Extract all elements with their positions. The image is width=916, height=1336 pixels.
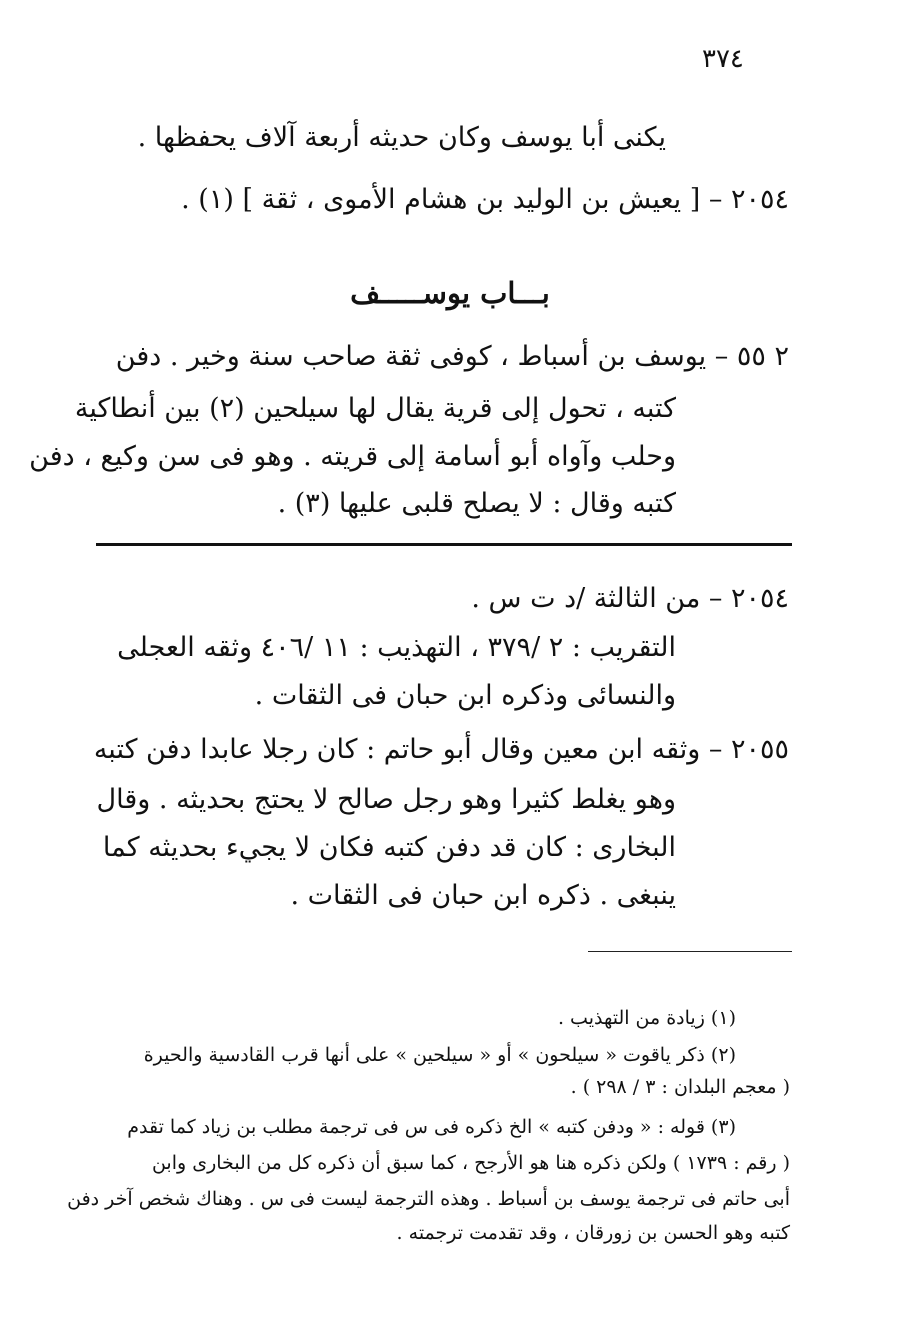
entry-2055-line-1: ٢ ٥٥ – يوسف بن أسباط ، كوفى ثقة صاحب سنة وخير . دفن <box>115 341 789 372</box>
entry-2055-line-2: كتبه ، تحول إلى قرية يقال لها سيلحين (٢) بين أنطاكية <box>74 393 676 424</box>
entry-2055-line-4: كتبه وقال : لا يصلح قلبى عليها (٣) . <box>277 488 676 519</box>
commentary-2055-line-1: ٢٠٥٥ – وثقه ابن معين وقال أبو حاتم : كان رجلا عابدا دفن كتبه <box>93 734 789 765</box>
commentary-2055-line-2: وهو يغلط كثيرا وهو رجل صالح لا يحتج بحديثه . وقال <box>96 784 676 815</box>
commentary-2054-line-1: ٢٠٥٤ – من الثالثة /د ت س . <box>471 583 789 614</box>
continuation-line: يكنى أبا يوسف وكان حديثه أربعة آلاف يحفظها . <box>137 122 666 153</box>
footnote-3-line-2: ( رقم : ١٧٣٩ ) ولكن ذكره هنا هو الأرجح ، كما سبق أن ذكره كل من البخارى وابن <box>151 1152 790 1174</box>
footnote-divider <box>588 951 792 952</box>
footnote-3-line-4: كتبه وهو الحسن بن زورقان ، وقد تقدمت ترجمته . <box>396 1222 790 1244</box>
footnote-3-line-1: (٣) قوله : « ودفن كتبه » الخ ذكره فى س فى ترجمة مطلب بن زياد كما تقدم <box>127 1116 736 1138</box>
commentary-2055-line-4: ينبغى . ذكره ابن حبان فى الثقات . <box>290 880 676 911</box>
section-divider <box>96 543 792 546</box>
footnote-2-line-1: (٢) ذكر ياقوت « سيلحون » أو « سيلحين » على أنها قرب القادسية والحيرة <box>143 1044 736 1066</box>
section-heading: بـــاب يوســـــف <box>350 276 550 310</box>
footnote-3-line-3: أبى حاتم فى ترجمة يوسف بن أسباط . وهذه الترجمة ليست فى س . وهناك شخص آخر دفن <box>67 1188 790 1210</box>
entry-2055-line-3: وحلب وآواه أبو أسامة إلى قريته . وهو فى سن وكيع ، دفن <box>29 441 676 472</box>
entry-2054-line: ٢٠٥٤ – [ يعيش بن الوليد بن هشام الأموى ، ثقة ] (١) . <box>181 184 789 215</box>
page-number: ٣٧٤ <box>702 44 744 74</box>
footnote-2-line-2: ( معجم البلدان : ٣ / ٢٩٨ ) . <box>570 1076 790 1098</box>
commentary-2055-line-3: البخارى : كان قد دفن كتبه فكان لا يجيء بحديثه كما <box>102 832 676 863</box>
commentary-2054-line-3: والنسائى وذكره ابن حبان فى الثقات . <box>254 680 676 711</box>
commentary-2054-line-2: التقريب : ٢ /٣٧٩ ، التهذيب : ١١ /٤٠٦ وثقه العجلى <box>117 632 676 663</box>
footnote-1: (١) زيادة من التهذيب . <box>557 1007 736 1029</box>
